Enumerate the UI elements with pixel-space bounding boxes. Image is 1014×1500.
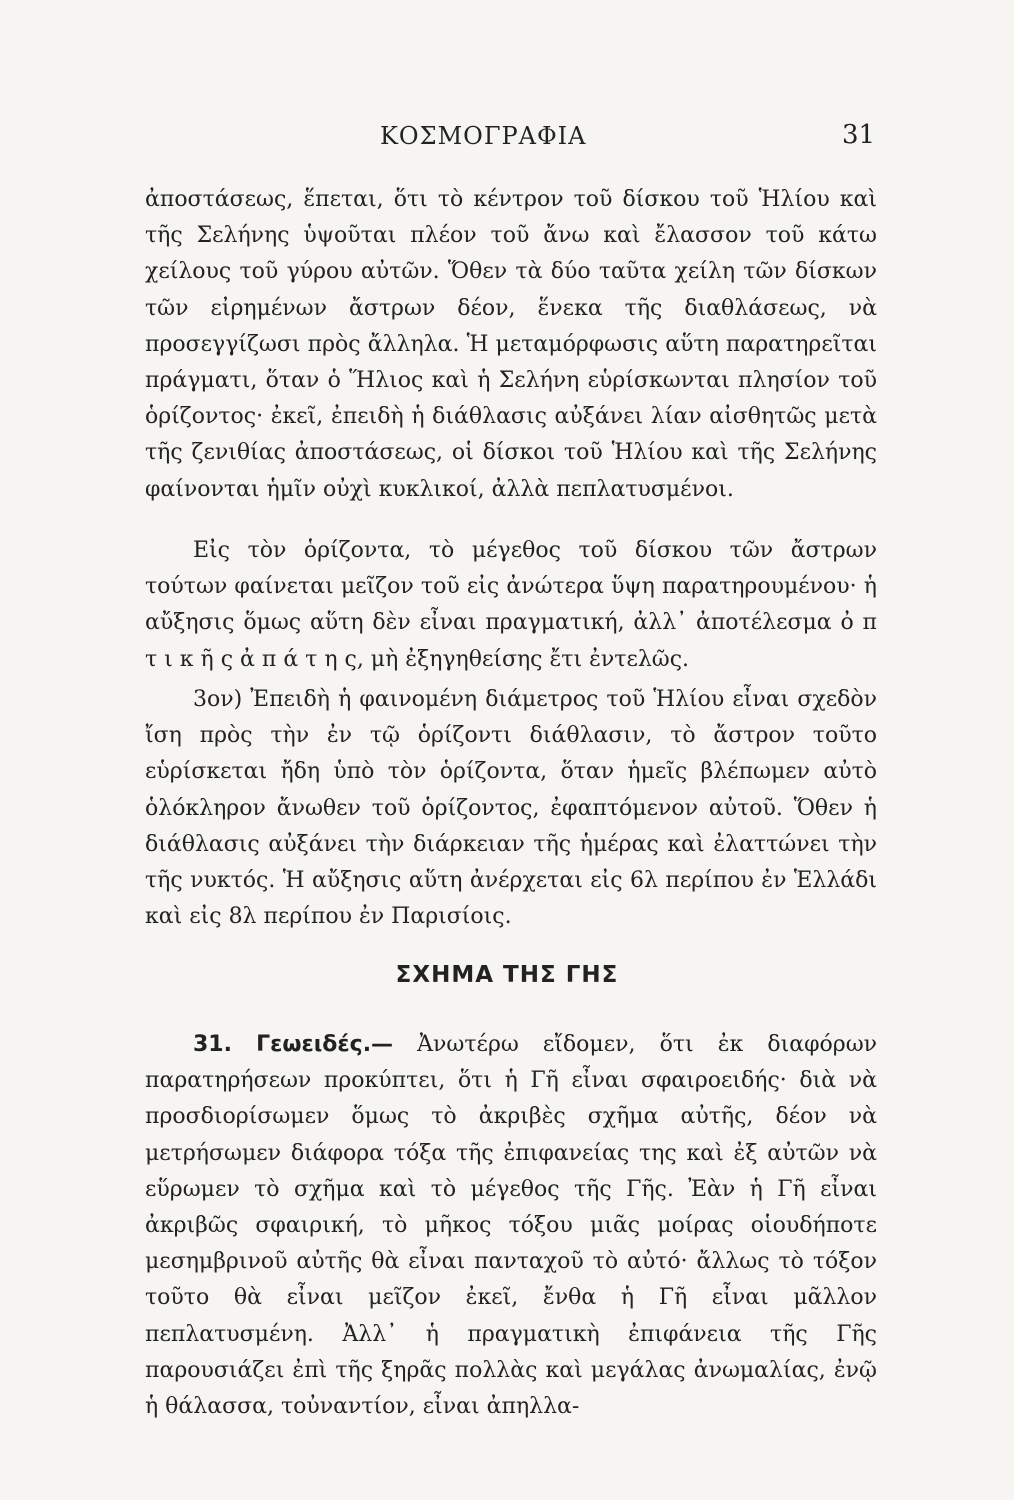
section-text: Ἀνωτέρω εἴδομεν, ὅτι ἐκ διαφόρων παρατηρήσεων προκύπτει, ὅτι ἡ Γῆ εἶναι σφαιροειδής· διὰ νὰ προσδιορίσωμεν ὅμως τὸ ἀκριβὲς σχῆμα αὐτῆς, δέον νὰ μετρήσωμεν διάφορα τόξα τῆς ἐπιφανείας της καὶ ἐξ αὐτῶν νὰ εὕρωμεν τὸ σχῆμα καὶ τὸ μέγεθος τῆς Γῆς. Ἐὰν ἡ Γῆ εἶναι ἀκριβῶς σφαιρική, τὸ μῆκος τόξου μιᾶς μοίρας οἱουδήποτε μεσημβρινοῦ αὐτῆς θὰ εἶναι πανταχοῦ τὸ αὐτό· ἄλλως τὸ τόξον τοῦτο θὰ εἶναι μεῖζον ἐκεῖ, ἔνθα ἡ Γῆ εἶναι μᾶλλον πεπλατυσμένη. Ἀλλ᾽ ἡ πραγματικὴ ἐπιφάνεια τῆς Γῆς παρουσιάζει ἐπὶ τῆς ξηρᾶς πολλὰς καὶ μεγάλας ἀνωμαλίας, ἐνῷ ἡ θάλασσα, τοὐναντίον, εἶναι ἀπηλλα-	[145, 1032, 878, 1420]
section-heading: ΣΧΗΜΑ ΤΗΣ ΓΗΣ	[395, 962, 619, 988]
paragraph-1: ἀποστάσεως, ἕπεται, ὅτι τὸ κέντρον τοῦ δίσκου τοῦ Ἡλίου καὶ τῆς Σελήνης ὑψοῦται πλέον τοῦ ἄνω καὶ ἔλασσον τοῦ κάτω χείλους τοῦ γύρου αὐτῶν. Ὅθεν τὰ δύο ταῦτα χείλη τῶν δίσκων τῶν εἰρημένων ἄστρων δέον, ἕνεκα τῆς διαθλάσεως, νὰ προσεγγίζωσι πρὸς ἄλληλα. Ἡ μεταμόρφωσις αὕτη παρατηρεῖται πράγματι, ὅταν ὁ Ἥλιος καὶ ἡ Σελήνη εὑρίσκωνται πλησίον τοῦ ὁρίζοντος· ἐκεῖ, ἐπειδὴ ἡ διάθλασις αὐξάνει λίαν αἰσθητῶς μετὰ τῆς ζενιθίας ἀποστάσεως, οἱ δίσκοι τοῦ Ἡλίου καὶ τῆς Σελήνης φαίνονται ἡμῖν οὐχὶ κυκλικοί, ἀλλὰ πεπλατυσμένοι.	[145, 187, 877, 502]
page-number: 31	[842, 120, 876, 150]
section-number: 31.	[193, 1032, 232, 1057]
section-paragraph	[145, 1027, 877, 1425]
section-subheading: Γεωειδές.—	[256, 1032, 394, 1057]
paragraph-2: Εἰς τὸν ὁρίζοντα, τὸ μέγεθος τοῦ δίσκου τῶν ἄστρων τούτων φαίνεται μεῖζον τοῦ εἰς ἀνώτερα ὕψη παρατηρουμένου· ἡ αὔξησις ὅμως αὕτη δὲν εἶναι πραγματική, ἀλλ᾽ ἀποτέλεσμα ὀ π τ ι κ ῆ ς ἀ π ά τ η ς, μὴ ἐξηγηθείσης ἔτι ἐντελῶς.	[145, 538, 877, 672]
running-head: ΚΟΣΜΟΓΡΑΦΙΑ	[380, 122, 587, 150]
paragraph-3: 3ον) Ἐπειδὴ ἡ φαινομένη διάμετρος τοῦ Ἡλίου εἶναι σχεδὸν ἴση πρὸς τὴν ἐν τῷ ὁρίζοντι διάθλασιν, τὸ ἄστρον τοῦτο εὑρίσκεται ἤδη ὑπὸ τὸν ὁρίζοντα, ὅταν ἡμεῖς βλέπωμεν αὐτὸ ὁλόκληρον ἄνωθεν τοῦ ὁρίζοντος, ἐφαπτόμενον αὐτοῦ. Ὅθεν ἡ διάθλασις αὐξάνει τὴν διάρκειαν τῆς ἡμέρας καὶ ἐλαττώνει τὴν τῆς νυκτός. Ἡ αὔξησις αὕτη ἀνέρχεται εἰς 6λ περίπου ἐν Ἑλλάδι καὶ εἰς 8λ περίπου ἐν Παρισίοις.	[145, 687, 877, 930]
page-header	[0, 118, 1014, 158]
